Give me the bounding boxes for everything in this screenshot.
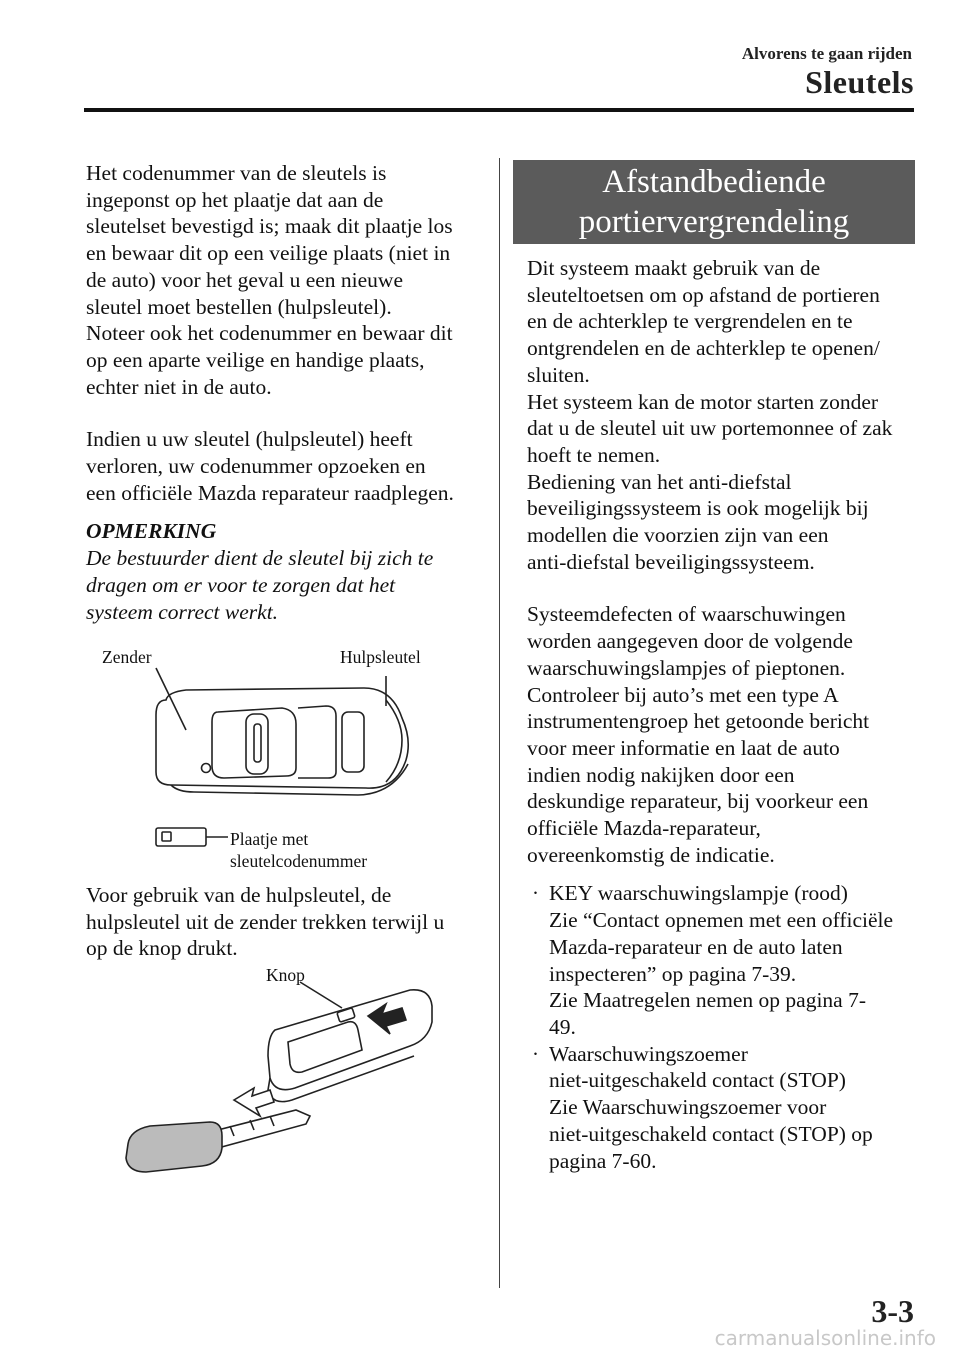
- column-divider: [499, 158, 500, 1288]
- list-item-text: Waarschuwingszoemer niet-uitgeschakeld contact (STOP) Zie Waarschuwingszoemer voor niet-uitgeschakeld contact (STOP) op pagina 7-60.: [549, 1041, 873, 1173]
- section-heading-line-1: Afstandbediende: [602, 164, 826, 200]
- aux-key-removal-figure: [110, 960, 480, 1200]
- paragraph-use-aux-key: Voor gebruik van de hulpsleutel, de hulpsleutel uit de zender trekken terwijl u op de knop drukt.: [86, 883, 445, 961]
- section-heading: [513, 160, 915, 244]
- list-item: · Waarschuwingszoemer niet-uitgeschakeld contact (STOP) Zie Waarschuwingszoemer voor niet-uitgeschakeld contact (STOP) op pagina 7-60.: [532, 1041, 873, 1173]
- warning-list: [527, 880, 919, 1174]
- label-zender: Zender: [102, 647, 152, 667]
- watermark: carmanualsonline.info: [714, 1326, 936, 1350]
- note-title: OPMERKING: [86, 519, 217, 544]
- label-code-plate: Plaatje met sleutelcodenummer: [230, 829, 368, 871]
- left-column: [86, 160, 478, 625]
- paragraph-system-description: Dit systeem maakt gebruik van de sleuteltoetsen om op afstand de portieren en de achterklep te vergrendelen en te ontgrendelen en de achterklep te openen/ sluiten. Het systeem kan de motor starten zonder dat u de sleutel uit uw portemonnee of zak hoeft te nemen. Bediening van het anti-diefstal beveiligingssysteem is ook mogelijk bij modellen die voorzien zijn van een anti-diefstal beveiligingssysteem.: [527, 256, 893, 574]
- label-knop: Knop: [266, 965, 305, 985]
- label-hulpsleutel: Hulpsleutel: [340, 647, 421, 667]
- header-rule: [84, 108, 914, 112]
- page-number: 3-3: [871, 1293, 914, 1329]
- section-heading-line-2: portiervergrendeling: [578, 204, 850, 240]
- aux-key-illustration: [110, 960, 480, 1200]
- paragraph-warnings: Systeemdefecten of waarschuwingen worden aangegeven door de volgende waarschuwingslampjes of pieptonen. Controleer bij auto’s met een type A instrumentengroep het getoonde bericht voor meer informatie en laat de auto indien nodig nakijken door een deskundige reparateur, bij voorkeur een officiële Mazda-reparateur, overeenkomstig de indicatie.: [527, 602, 870, 867]
- paragraph-code-number: Het codenummer van de sleutels is ingeponst op het plaatje dat aan de sleutelset bevestigd is; maak dit plaatje los en bewaar dit op een veilige plaats (niet in de auto) voor het geval u een nieuwe sleutel moet bestellen (hulpsleutel). Noteer ook het codenummer en bewaar dit op een aparte veilige en handige plaats, echter niet in de auto.: [86, 161, 453, 399]
- right-column: [527, 255, 919, 1174]
- left-column-lower: [86, 882, 478, 962]
- list-item: · KEY waarschuwingslampje (rood) Zie “Contact opnemen met een officiële Mazda-reparateur en de auto laten inspecteren” op pagina 7-39. Zie Maatregelen nemen op pagina 7- 49.: [532, 881, 894, 1039]
- page-title: Sleutels: [805, 64, 914, 100]
- key-fob-figure: [96, 640, 476, 880]
- list-item-text: KEY waarschuwingslampje (rood) Zie “Contact opnemen met een officiële Mazda-reparateur en de auto laten inspecteren” op pagina 7-39. Zie Maatregelen nemen op pagina 7- 49.: [549, 881, 894, 1039]
- chapter-title: Alvorens te gaan rijden: [741, 44, 912, 63]
- note-body: De bestuurder dient de sleutel bij zich te dragen om er voor te zorgen dat het systeem correct werkt.: [86, 546, 434, 624]
- paragraph-lost-key: Indien u uw sleutel (hulpsleutel) heeft verloren, uw codenummer opzoeken en een officiële Mazda reparateur raadplegen.: [86, 427, 454, 505]
